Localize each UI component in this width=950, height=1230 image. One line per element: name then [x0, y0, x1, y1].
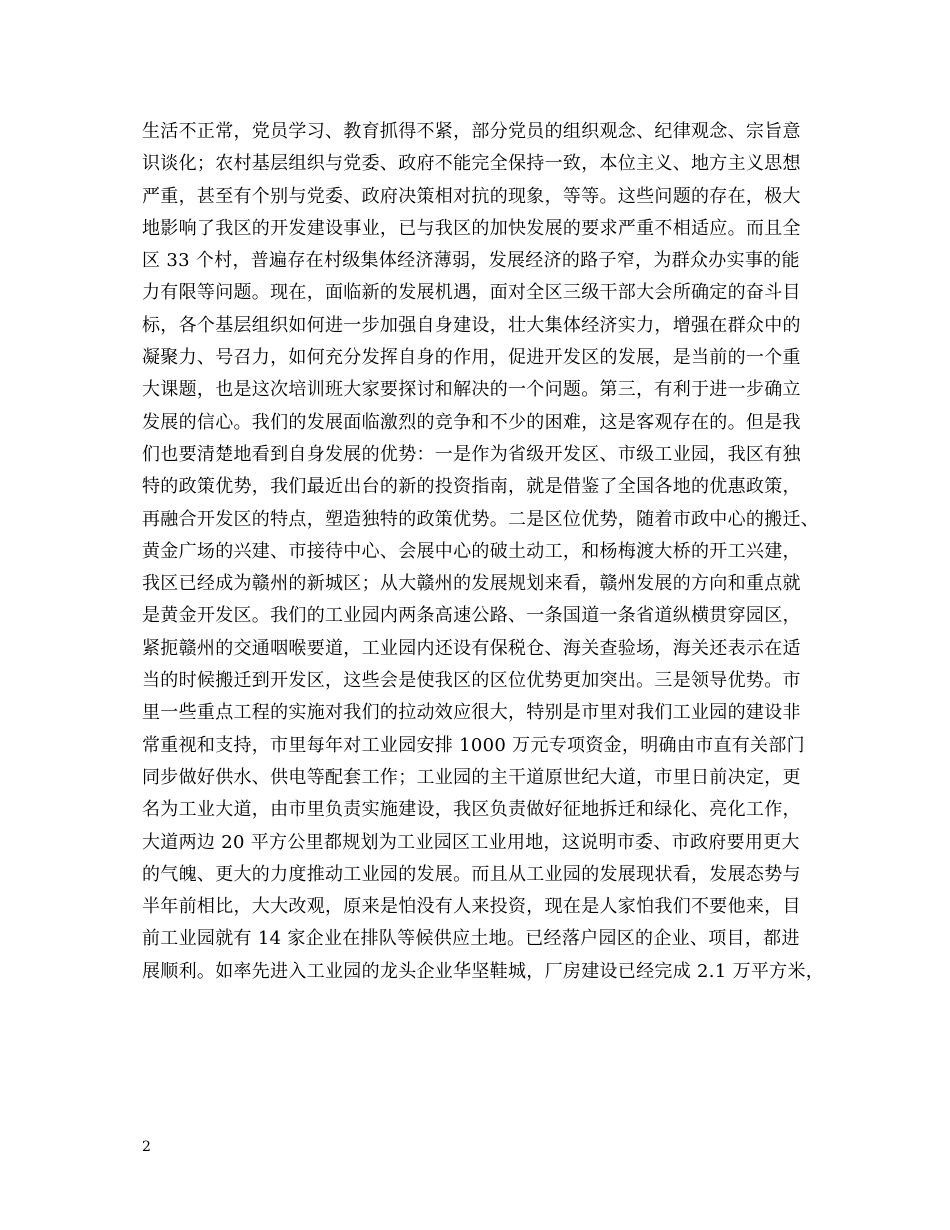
text-line: 同步做好供水、供电等配套工作；工业园的主干道原世纪大道，市里日前决定，更: [142, 766, 801, 788]
text-line: 黄金广场的兴建、市接待中心、会展中心的破土动工，和杨梅渡大桥的开工兴建，: [142, 540, 801, 562]
text-line: 紧扼赣州的交通咽喉要道，工业园内还设有保税仓、海关查验场，海关还表示在适: [142, 637, 801, 659]
text-line: 当的时候搬迁到开发区，这些会是使我区的区位优势更加突出。三是领导优势。市: [142, 670, 801, 692]
text-line: 是黄金开发区。我们的工业园内两条高速公路、一条国道一条省道纵横贯穿园区，: [142, 605, 801, 627]
text-line: 大道两边 20 平方公里都规划为工业园区工业用地，这说明市委、市政府要用更大: [142, 831, 800, 853]
text-line: 发展的信心。我们的发展面临激烈的竞争和不少的困难，这是客观存在的。但是我: [142, 411, 801, 433]
text-line: 生活不正常，党员学习、教育抓得不紧，部分党员的组织观念、纪律观念、宗旨意: [142, 121, 801, 142]
text-line: 力有限等问题。现在，面临新的发展机遇，面对全区三级干部大会所确定的奋斗目: [142, 282, 801, 304]
text-line: 我区已经成为赣州的新城区；从大赣州的发展规划来看，赣州发展的方向和重点就: [142, 573, 801, 595]
text-line: 常重视和支持，市里每年对工业园安排 1000 万元专项资金，明确由市直有关部门: [142, 734, 805, 756]
text-line: 名为工业大道，由市里负责实施建设，我区负责做好征地拆迁和绿化、亮化工作，: [142, 799, 801, 821]
text-line: 们也要清楚地看到自身发展的优势：一是作为省级开发区、市级工业园，我区有独: [142, 443, 801, 465]
text-line: 里一些重点工程的实施对我们的拉动效应很大，特别是市里对我们工业园的建设非: [142, 702, 801, 724]
text-line: 再融合开发区的特点，塑造独特的政策优势。二是区位优势，随着市政中心的搬迁、: [142, 508, 820, 530]
text-line: 区 33 个村，普遍存在村级集体经济薄弱，发展经济的路子窄，为群众办实事的能: [142, 250, 800, 272]
text-line: 特的政策优势，我们最近出台的新的投资指南，就是借鉴了全国各地的优惠政策，: [142, 476, 801, 498]
text-line: 半年前相比，大大改观，原来是怕没有人来投资，现在是人家怕我们不要他来，目: [142, 896, 801, 918]
text-line: 前工业园就有 14 家企业在排队等候供应土地。已经落户园区的企业、项目，都进: [142, 928, 800, 950]
text-line: 识谈化；农村基层组织与党委、政府不能完全保持一致，本位主义、地方主义思想: [142, 153, 801, 175]
text-line: 凝聚力、号召力，如何充分发挥自身的作用，促进开发区的发展，是当前的一个重: [142, 347, 801, 369]
body-text: [142, 116, 832, 988]
page-number: 2: [142, 1139, 151, 1155]
text-line: 大课题，也是这次培训班大家要探讨和解决的一个问题。第三，有利于进一步确立: [142, 379, 801, 401]
text-line: 地影响了我区的开发建设事业，已与我区的加快发展的要求严重不相适应。而且全: [142, 217, 801, 239]
text-line: 标，各个基层组织如何进一步加强自身建设，壮大集体经济实力，增强在群众中的: [142, 314, 801, 336]
text-line: 的气魄、更大的力度推动工业园的发展。而且从工业园的发展现状看，发展态势与: [142, 863, 801, 885]
text-line: 展顺利。如率先进入工业园的龙头企业华坚鞋城，厂房建设已经完成 2.1 万平方米，: [142, 960, 825, 982]
text-line: 严重，甚至有个别与党委、政府决策相对抗的现象，等等。这些问题的存在，极大: [142, 185, 801, 207]
